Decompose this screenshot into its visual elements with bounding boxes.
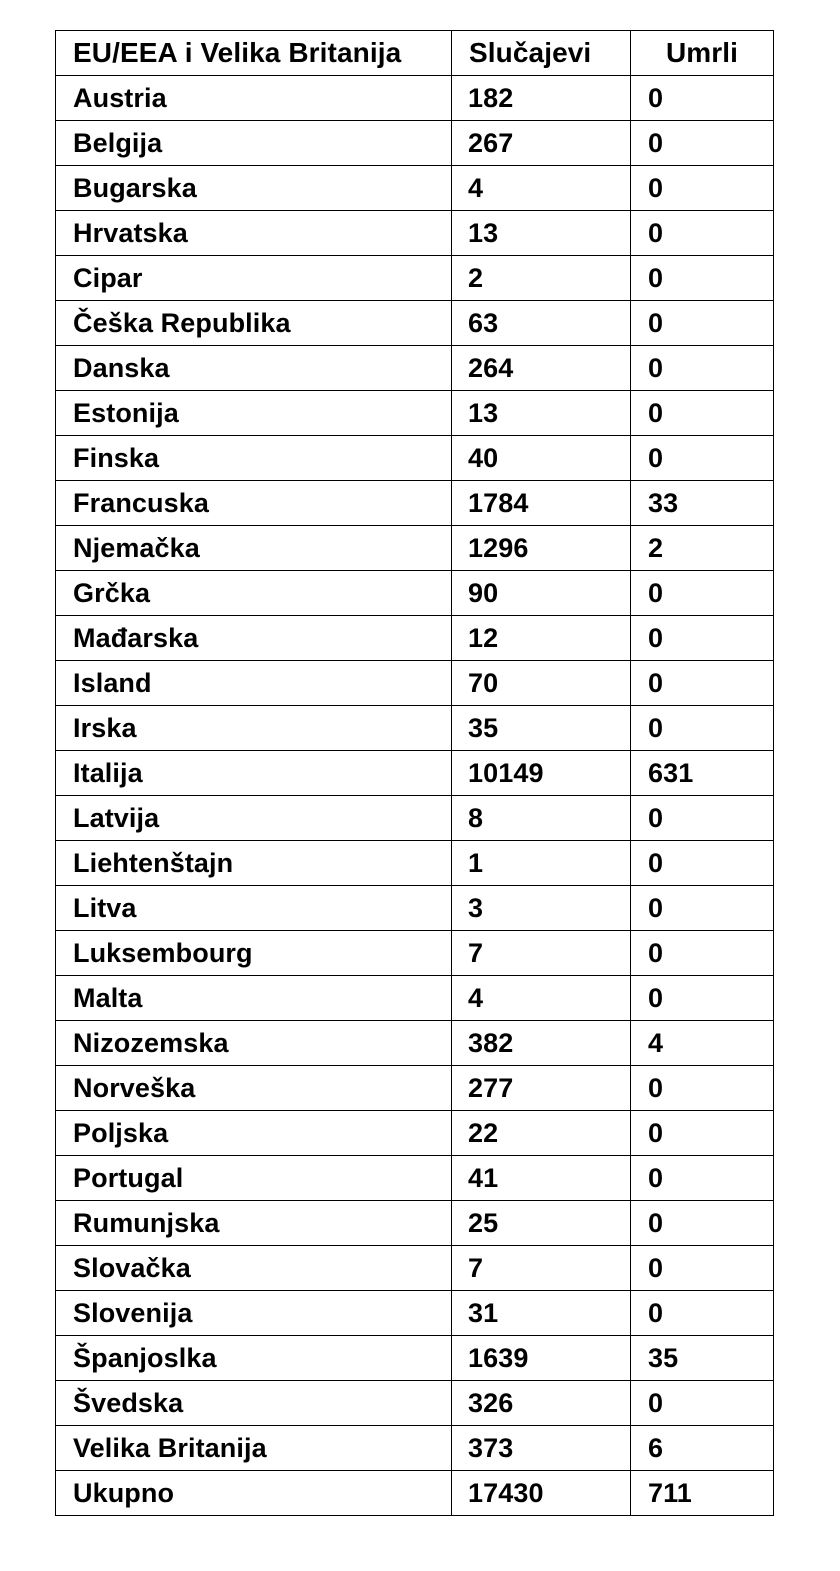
cases-cell: 41: [452, 1156, 631, 1201]
deaths-cell: 6: [631, 1426, 774, 1471]
deaths-cell: 0: [631, 346, 774, 391]
table-row: [56, 886, 774, 931]
table-row: [56, 436, 774, 481]
table-row: [56, 76, 774, 121]
country-cell: Portugal: [56, 1156, 452, 1201]
header-deaths: Umrli: [631, 31, 774, 76]
table-body: [56, 76, 774, 1516]
cases-cell: 373: [452, 1426, 631, 1471]
cases-cell: 382: [452, 1021, 631, 1066]
deaths-cell: 0: [631, 1291, 774, 1336]
country-cell: Austria: [56, 76, 452, 121]
total-row: [56, 1471, 774, 1516]
country-cell: Norveška: [56, 1066, 452, 1111]
cases-cell: 22: [452, 1111, 631, 1156]
cases-cell: 12: [452, 616, 631, 661]
country-cell: Bugarska: [56, 166, 452, 211]
header-country: EU/EEA i Velika Britanija: [56, 31, 452, 76]
country-cell: Njemačka: [56, 526, 452, 571]
deaths-cell: 0: [631, 256, 774, 301]
cases-cell: 90: [452, 571, 631, 616]
country-cell: Luksembourg: [56, 931, 452, 976]
deaths-cell: 0: [631, 661, 774, 706]
table-row: [56, 1246, 774, 1291]
table-row: [56, 931, 774, 976]
cases-cell: 1296: [452, 526, 631, 571]
cases-cell: 13: [452, 391, 631, 436]
table-row: [56, 256, 774, 301]
table-row: [56, 301, 774, 346]
country-cell: Danska: [56, 346, 452, 391]
deaths-cell: 2: [631, 526, 774, 571]
table-row: [56, 481, 774, 526]
cases-cell: 1784: [452, 481, 631, 526]
country-cell: Italija: [56, 751, 452, 796]
country-cell: Irska: [56, 706, 452, 751]
country-cell: Estonija: [56, 391, 452, 436]
table-row: [56, 1111, 774, 1156]
table-row: [56, 211, 774, 256]
cases-cell: 25: [452, 1201, 631, 1246]
deaths-cell: 0: [631, 931, 774, 976]
cases-cell: 4: [452, 166, 631, 211]
cases-cell: 7: [452, 931, 631, 976]
deaths-cell: 0: [631, 1246, 774, 1291]
country-cell: Belgija: [56, 121, 452, 166]
deaths-cell: 0: [631, 976, 774, 1021]
deaths-cell: 0: [631, 436, 774, 481]
cases-cell: 267: [452, 121, 631, 166]
table-row: [56, 1291, 774, 1336]
cases-table: [55, 30, 774, 1516]
deaths-cell: 0: [631, 571, 774, 616]
deaths-cell: 33: [631, 481, 774, 526]
cases-cell: 7: [452, 1246, 631, 1291]
deaths-cell: 711: [631, 1471, 774, 1516]
country-cell: Ukupno: [56, 1471, 452, 1516]
deaths-cell: 0: [631, 166, 774, 211]
deaths-cell: 4: [631, 1021, 774, 1066]
cases-cell: 4: [452, 976, 631, 1021]
cases-cell: 2: [452, 256, 631, 301]
country-cell: Francuska: [56, 481, 452, 526]
cases-cell: 1639: [452, 1336, 631, 1381]
deaths-cell: 0: [631, 301, 774, 346]
country-cell: Rumunjska: [56, 1201, 452, 1246]
country-cell: Mađarska: [56, 616, 452, 661]
table-row: [56, 1156, 774, 1201]
deaths-cell: 0: [631, 706, 774, 751]
country-cell: Nizozemska: [56, 1021, 452, 1066]
cases-cell: 31: [452, 1291, 631, 1336]
table-row: [56, 1021, 774, 1066]
country-cell: Češka Republika: [56, 301, 452, 346]
country-cell: Cipar: [56, 256, 452, 301]
cases-cell: 13: [452, 211, 631, 256]
deaths-cell: 0: [631, 1381, 774, 1426]
table-row: [56, 1381, 774, 1426]
deaths-cell: 0: [631, 121, 774, 166]
country-cell: Velika Britanija: [56, 1426, 452, 1471]
table-row: [56, 391, 774, 436]
country-cell: Liehtenštajn: [56, 841, 452, 886]
country-cell: Švedska: [56, 1381, 452, 1426]
cases-cell: 40: [452, 436, 631, 481]
deaths-cell: 0: [631, 1066, 774, 1111]
country-cell: Slovenija: [56, 1291, 452, 1336]
country-cell: Latvija: [56, 796, 452, 841]
table-row: [56, 796, 774, 841]
table-row: [56, 1201, 774, 1246]
table-row: [56, 346, 774, 391]
country-cell: Litva: [56, 886, 452, 931]
cases-cell: 3: [452, 886, 631, 931]
cases-cell: 182: [452, 76, 631, 121]
deaths-cell: 0: [631, 1111, 774, 1156]
table-row: [56, 166, 774, 211]
table-row: [56, 1066, 774, 1111]
deaths-cell: 0: [631, 1156, 774, 1201]
country-cell: Grčka: [56, 571, 452, 616]
table-row: [56, 1426, 774, 1471]
country-cell: Španjoslka: [56, 1336, 452, 1381]
cases-cell: 277: [452, 1066, 631, 1111]
cases-cell: 264: [452, 346, 631, 391]
deaths-cell: 35: [631, 1336, 774, 1381]
table-row: [56, 121, 774, 166]
deaths-cell: 0: [631, 886, 774, 931]
deaths-cell: 0: [631, 796, 774, 841]
cases-cell: 10149: [452, 751, 631, 796]
country-cell: Island: [56, 661, 452, 706]
cases-cell: 1: [452, 841, 631, 886]
cases-cell: 8: [452, 796, 631, 841]
table-row: [56, 526, 774, 571]
deaths-cell: 0: [631, 391, 774, 436]
deaths-cell: 631: [631, 751, 774, 796]
deaths-cell: 0: [631, 1201, 774, 1246]
cases-cell: 63: [452, 301, 631, 346]
table-row: [56, 661, 774, 706]
cases-cell: 17430: [452, 1471, 631, 1516]
country-cell: Malta: [56, 976, 452, 1021]
deaths-cell: 0: [631, 616, 774, 661]
country-cell: Hrvatska: [56, 211, 452, 256]
header-cases: Slučajevi: [452, 31, 631, 76]
country-cell: Slovačka: [56, 1246, 452, 1291]
cases-cell: 35: [452, 706, 631, 751]
table-header-row: [56, 31, 774, 76]
country-cell: Finska: [56, 436, 452, 481]
table-row: [56, 1336, 774, 1381]
table-row: [56, 571, 774, 616]
table-row: [56, 751, 774, 796]
table-row: [56, 841, 774, 886]
cases-cell: 326: [452, 1381, 631, 1426]
cases-cell: 70: [452, 661, 631, 706]
deaths-cell: 0: [631, 76, 774, 121]
table-row: [56, 616, 774, 661]
table-row: [56, 706, 774, 751]
deaths-cell: 0: [631, 211, 774, 256]
country-cell: Poljska: [56, 1111, 452, 1156]
table-row: [56, 976, 774, 1021]
deaths-cell: 0: [631, 841, 774, 886]
